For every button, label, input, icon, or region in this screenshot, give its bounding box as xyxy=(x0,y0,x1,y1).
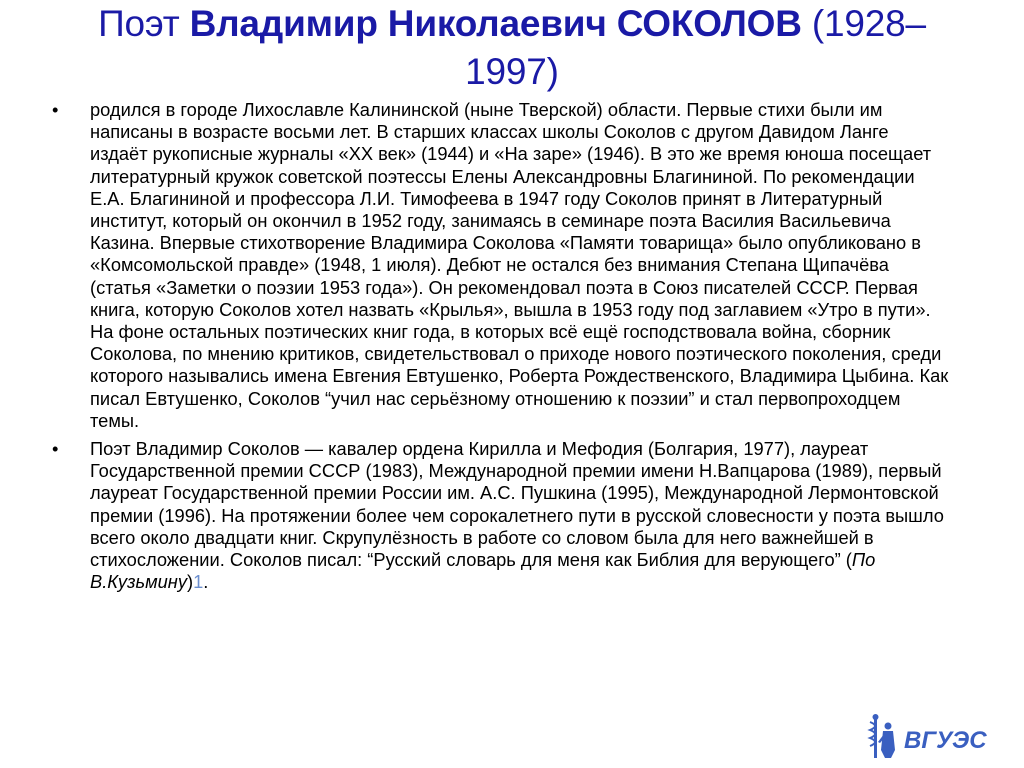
title-years-end: 1997) xyxy=(465,51,559,92)
bullet-item-biography xyxy=(50,99,950,432)
bullet-item-awards xyxy=(50,438,950,593)
slide-title xyxy=(30,0,994,96)
vgues-emblem-icon xyxy=(864,712,994,762)
bullet-list xyxy=(50,99,950,599)
biography-text: родился в городе Лихославле Калининской (ныне Тверской) области. Первые стихи были им написаны в возрасте восьми лет. В старших классах школы Соколов с другом Давидом Ланге издаёт рукописные журналы «XX век» (1944) и «На заре» (1946). В это же время юноша посещает литературный кружок советской поэтессы Елены Александровны Благининой. По рекомендации Е.А. Благининой и профессора Л.И. Тимофеева в 1947 году Соколов принят в Литературный институт, который он окончил в 1952 году, занимаясь в семинаре поэта Василия Васильевича Казина. Впервые стихотворение Владимира Соколова «Памяти товарища» было опубликовано в «Комсомольской правде» (1948, 1 июля). Дебют не остался без внимания Степана Щипачёва (статья «Заметки о поэзии 1953 года»). Он рекомендовал поэта в Союз писателей СССР. Первая книга, которую Соколов хотел назвать «Крылья», вышла в 1953 году под заглавием «Утро в пути». На фоне остальных поэтических книг года, в которых всё ещё господствовала война, сборник Соколова, по мнению критиков, свидетельствовал о приходе нового поэтического поколения, среди которого назывались имена Евгения Евтушенко, Роберта Рождественского, Владимира Цыбина. Как писал Евтушенко, Соколов “учил нас серьёзному отношению к поэзии” и стал первопроходцем темы. xyxy=(90,99,949,431)
awards-main-text: Поэт Владимир Соколов — кавалер ордена Кирилла и Мефодия (Болгария, 1977), лауреат Государственной премии СССР (1983), Международной премии имени Н.Вапцарова (1989), первый лауреат Государственной премии России им. А.С. Пушкина (1995), Международной Лермонтовской премии (1996). На протяжении более чем сорокалетнего пути в русской словесности у поэта вышло всего около двадцати книг. Скрупулёзность в работе со словом была для него важнейшей в стихосложении. Соколов писал: “Русский словарь для меня как Библия для верующего” ( xyxy=(90,438,944,571)
source-close: ) xyxy=(187,571,194,593)
awards-text xyxy=(90,438,950,593)
title-prefix: Поэт xyxy=(98,3,190,44)
title-name: Владимир Николаевич СОКОЛОВ xyxy=(189,3,802,44)
sentence-end: . xyxy=(203,571,209,593)
bullet-dot-icon: • xyxy=(52,438,59,460)
logo-text: ВГУЭС xyxy=(904,727,987,754)
vgues-logo xyxy=(864,712,994,762)
footnote-link[interactable]: 1 xyxy=(193,571,204,593)
source-author: По В.Кузьмину xyxy=(90,549,876,593)
bullet-dot-icon: • xyxy=(52,99,59,120)
title-years-start: (1928– xyxy=(801,3,926,44)
